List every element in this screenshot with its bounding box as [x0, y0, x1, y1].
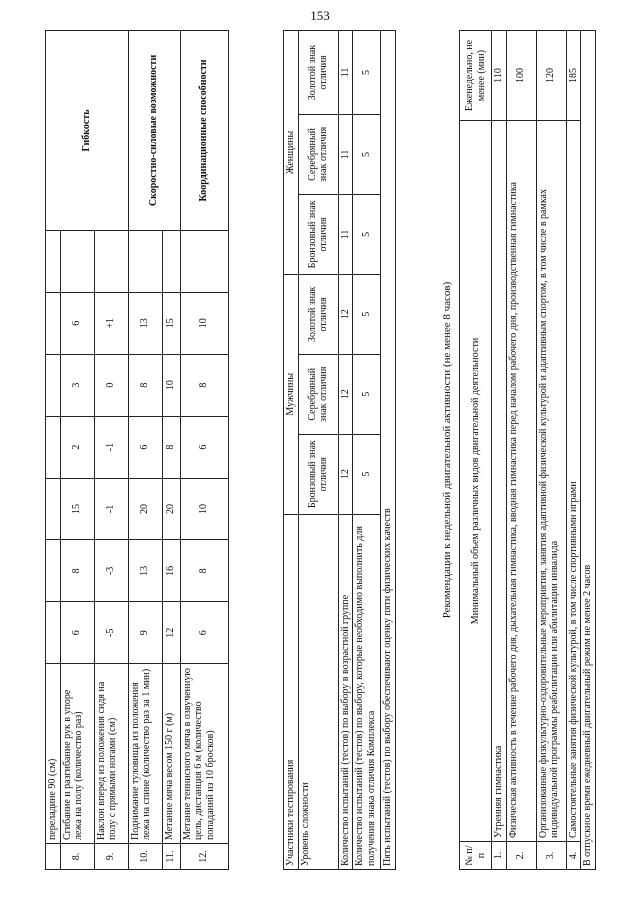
- table-row: [492, 31, 507, 870]
- cell-value: 5: [353, 434, 381, 514]
- quality-label: Скоростно-силовые возможности: [128, 31, 180, 231]
- cell-value: 11: [338, 31, 353, 115]
- activity-header: Минимальный объем различных видов двигательной деятельности: [460, 120, 492, 841]
- participants-label: Участники тестирования: [284, 514, 299, 869]
- cell-value: 11: [338, 194, 353, 274]
- cell-value: 5: [353, 31, 381, 115]
- test-name: Метание мяча весом 150 г (м): [162, 664, 180, 844]
- test-name: Метание теннисного мяча в озвученную цель, дистанция 6 м (количество попаданий из 10 бросков): [180, 664, 228, 844]
- cell-value: 6: [128, 416, 162, 478]
- cell-value: 6: [180, 416, 228, 478]
- cell-value: 13: [128, 292, 162, 354]
- table-row: [180, 31, 228, 870]
- table-footer: В отпускное время ежедневный двигательный режим не менее 2 часов: [581, 31, 596, 870]
- table-row: [353, 31, 381, 870]
- row-number: 2.: [506, 842, 536, 870]
- cell-value: 12: [162, 602, 180, 664]
- cell-value: 0: [94, 354, 128, 416]
- row-number: 3.: [536, 842, 566, 870]
- cell-value: 2: [60, 416, 94, 478]
- table-row: [566, 31, 581, 870]
- row-number: 11.: [162, 844, 180, 870]
- level-header: Серебряный знак отличия: [298, 114, 338, 194]
- minutes-value: 100: [506, 31, 536, 121]
- row-number: 4.: [566, 842, 581, 870]
- table-row: [284, 31, 299, 870]
- time-header: Еженедельно, не менее (мин): [460, 31, 492, 121]
- num-header: № п/п: [460, 842, 492, 870]
- test-name: Наклон вперед из положения сидя на полу с прямыми ногами (см): [94, 664, 128, 844]
- level-header: Бронзовый знак отличия: [298, 194, 338, 274]
- table-row: [581, 31, 596, 870]
- minutes-value: 110: [492, 31, 507, 121]
- cell-value: -3: [94, 540, 128, 602]
- row-number: [46, 844, 61, 870]
- cell-value: 5: [353, 114, 381, 194]
- cell-value: 5: [353, 274, 381, 354]
- level-header: Серебряный знак отличия: [298, 354, 338, 434]
- cell-value: 5: [353, 194, 381, 274]
- norms-table: [45, 30, 229, 870]
- table-row: [460, 31, 492, 870]
- activity-text: Организованные физкультурно-оздоровительные мероприятия, занятия адаптивной физической культурой и адаптивным спортом, в том числе в рамках индивидуальной программы реабилитации или абилитации инвалида: [536, 120, 566, 841]
- level-label: Уровень сложности: [298, 514, 338, 869]
- test-name: Сгибание и разгибание рук в упоре лежа на полу (количество раз): [60, 664, 94, 844]
- activity-table: [459, 30, 596, 870]
- test-name: переладине 90 (см): [46, 664, 61, 844]
- quality-label: Координационные способности: [180, 31, 228, 231]
- cell-value: 15: [162, 292, 180, 354]
- quality-label: Гибкость: [46, 31, 129, 231]
- activity-text: Самостоятельные занятия физической культурой, в том числе спортивными играми: [566, 120, 581, 841]
- cell-value: 8: [60, 540, 94, 602]
- table-row: [46, 31, 61, 870]
- cell-value: -5: [94, 602, 128, 664]
- test-name: Поднимание туловища из положения лежа на спине (количество раз за 1 мин): [128, 664, 162, 844]
- row-number: 1.: [492, 842, 507, 870]
- activity-text: Утренняя гимнастика: [492, 120, 507, 841]
- minutes-value: 185: [566, 31, 581, 121]
- cell-value: 8: [162, 416, 180, 478]
- table-row: [298, 31, 338, 870]
- cell-value: 15: [60, 478, 94, 540]
- cell-value: 20: [162, 478, 180, 540]
- women-header: Женщины: [284, 31, 299, 275]
- cell-value: 6: [60, 292, 94, 354]
- cell-value: 10: [180, 478, 228, 540]
- activity-text: Физическая активность в течение рабочего дня, дыхательная гимнастика, вводная гимнастика перед началом рабочего дня, производственная гимнастика: [506, 120, 536, 841]
- cell-value: -1: [94, 416, 128, 478]
- row-label: Количество испытаний (тестов) по выбору, которые необходимо выполнить для получения знака отличия Комплекса: [353, 514, 381, 869]
- table-row: [381, 31, 396, 870]
- rotated-page-content: [45, 30, 605, 870]
- minutes-value: 120: [536, 31, 566, 121]
- cell-value: 3: [60, 354, 94, 416]
- table-row: [536, 31, 566, 870]
- row-number: 8.: [60, 844, 94, 870]
- cell-value: +1: [94, 292, 128, 354]
- cell-value: 6: [180, 602, 228, 664]
- cell-value: 5: [353, 354, 381, 434]
- cell-value: 13: [128, 540, 162, 602]
- table-caption: Рекомендации к недельной двигательной активности (не менее 8 часов): [441, 281, 453, 619]
- cell-value: 12: [338, 274, 353, 354]
- men-header: Мужчины: [284, 274, 299, 514]
- row-number: 12.: [180, 844, 228, 870]
- level-header: Бронзовый знак отличия: [298, 434, 338, 514]
- cell-value: 6: [60, 602, 94, 664]
- row-number: 10.: [128, 844, 162, 870]
- cell-value: 10: [180, 292, 228, 354]
- cell-value: 8: [180, 540, 228, 602]
- table-row: [128, 31, 162, 870]
- cell-value: 8: [128, 354, 162, 416]
- difficulty-table: [283, 30, 396, 870]
- cell-value: -1: [94, 478, 128, 540]
- cell-value: 9: [128, 602, 162, 664]
- level-header: Золотой знак отличия: [298, 274, 338, 354]
- cell-value: 12: [338, 354, 353, 434]
- cell-value: 10: [162, 354, 180, 416]
- row-label: Количество испытаний (тестов) по выбору в возрастной группе: [338, 514, 353, 869]
- table-footer: Пять испытаний (тестов) по выбору обеспечивают оценку пяти физических качеств: [381, 31, 396, 870]
- cell-value: 11: [338, 114, 353, 194]
- level-header: Золотой знак отличия: [298, 31, 338, 115]
- table-row: [506, 31, 536, 870]
- page-number: 153: [310, 8, 330, 23]
- cell-value: 20: [128, 478, 162, 540]
- cell-value: 16: [162, 540, 180, 602]
- cell-value: 12: [338, 434, 353, 514]
- row-number: 9.: [94, 844, 128, 870]
- table-row: [338, 31, 353, 870]
- cell-value: 8: [180, 354, 228, 416]
